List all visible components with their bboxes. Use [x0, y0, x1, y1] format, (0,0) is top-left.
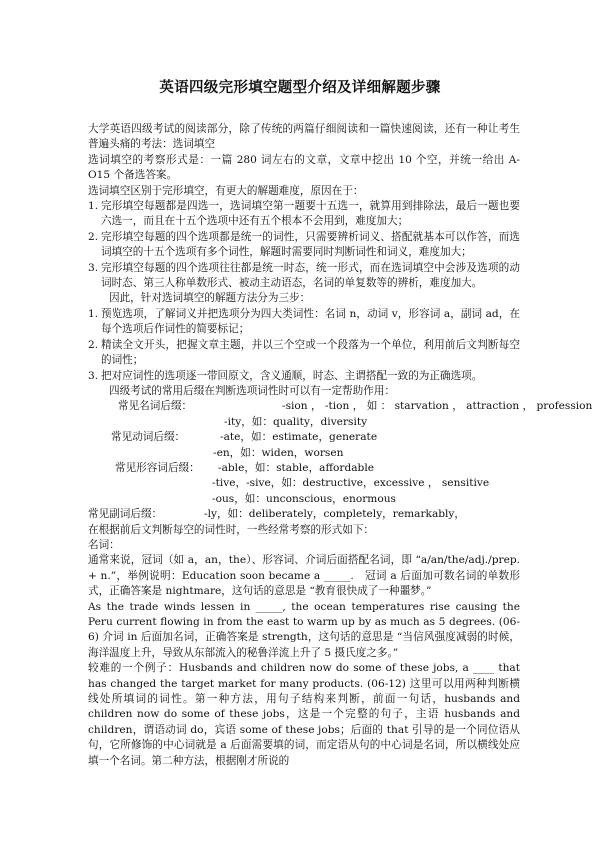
reason-item	[88, 230, 520, 261]
step-text: 把对应词性的选项逐一带回原文，含义通顺，时态、主谓搭配一致的为正确选项。	[101, 369, 483, 382]
intro-paragraph: 选词填空的考察形式是：一篇 280 词左右的文章，文章中挖出 10 个空，并统一给出 A-O15 个备选答案。	[88, 153, 520, 182]
verb-suffix-label: 常见动词后缀：	[111, 431, 186, 444]
noun-suffix-row	[88, 415, 520, 430]
example-paragraph: 较难的一个例子：Husbands and children now do some of these jobs, a ____ that has changed the target market for many products. (06-12) 这里可以用两种判断横线处所填词的词性。第一种方法，用句子结构来判断，前面一句话，husbands and children now do some of these jobs，这是一个完整的句子，主语 husbands and children，谓语动词 do，宾语 some of these jobs；后面的 that 引导的是一个同位语从句，它所修饰的中心词就是 a 后面需要填的词，而定语从句的中心词是名词，所以横线处应填一个名词。第二种方法，根据刚才所说的	[88, 662, 520, 767]
document-title: 英语四级完形填空题型介绍及详细解题步骤	[159, 79, 441, 96]
adv-suffix-label: 常见副词后缀：	[88, 508, 163, 521]
reason-text: 完形填空每题的四个选项都是统一的词性，只需要辨析词义、搭配就基本可以作答，而选词填空的十五个选项有多个词性，解题时需要同时判断词性和词义，难度加大；	[101, 230, 520, 259]
context-intro: 在根据前后文判断每空的词性时，一些经常考察的形式如下：	[88, 523, 375, 536]
adv-suffix-row	[88, 507, 520, 522]
intro-paragraph: 选词填空区别于完形填空，有更大的解题难度，原因在于：	[88, 184, 364, 197]
adj-suffix-examples: -able，如：stable，affordable	[218, 461, 374, 474]
step-text: 精读全文开头，把握文章主题，并以三个空或一个段落为一个单位，利用前后文判断每空的词性；	[101, 338, 520, 367]
example-paragraph: As the trade winds lessen in _____, the ocean temperatures rise causing the Peru current flowing in from the east to warm up by as much as 5 degrees. (06-6) 介词 in 后面加名词，正确答案是 strength，这句话的意思是 “当信风强度减弱的时候，海洋温度上升，导致从东部流入的秘鲁洋流上升了 5 摄氏度之多。”	[88, 600, 520, 659]
step-item	[88, 338, 520, 369]
suffix-intro: 四级考试的常用后缀在判断选项词性时可以有一定帮助作用：	[109, 384, 396, 397]
adj-suffix-row	[88, 492, 520, 507]
reason-text: 完形填空每题都是四选一，选词填空第一题要十五选一，就算用到排除法，最后一题也要六选一，而且在十五个选项中还有五个根本不会用到，难度加大；	[101, 200, 520, 228]
verb-suffix-examples: -en，如：widen，worsen	[213, 446, 344, 459]
noun-heading: 名词：	[88, 538, 120, 551]
step-number: 1.	[88, 307, 99, 320]
noun-suffix-label: 常见名词后缀：	[118, 400, 193, 413]
step-number: 2.	[88, 338, 99, 351]
step-text: 预览选项，了解词义并把选项分为四大类词性：名词 n，动词 v，形容词 a，副词 ad，在每个选项后作词性的简要标记；	[101, 307, 520, 336]
verb-suffix-row	[88, 430, 520, 445]
method-intro: 因此，针对选词填空的解题方法分为三步：	[109, 292, 311, 305]
reason-number: 2.	[88, 230, 99, 243]
reason-item	[88, 261, 520, 292]
intro-paragraph: 大学英语四级考试的阅读部分，除了传统的两篇仔细阅读和一篇快速阅读，还有一种让考生普遍头痛的考法：选词填空	[88, 123, 520, 151]
verb-suffix-examples: -ate，如：estimate，generate	[220, 431, 378, 444]
document-body	[88, 122, 593, 769]
reason-number: 1.	[88, 200, 99, 213]
reason-text: 完形填空每题的四个选项往往都是统一时态，统一形式，而在选词填空中会涉及选项的动词时态、第三人称单数形式、被动主动语态，名词的单复数等的辨析，难度加大。	[101, 261, 520, 290]
adj-suffix-row	[88, 461, 520, 476]
reason-item	[88, 199, 520, 230]
adj-suffix-examples: -tive，-sive，如：destructive，excessive ， sensitive	[212, 477, 490, 490]
adj-suffix-label: 常见形容词后缀：	[115, 461, 200, 474]
adj-suffix-row	[88, 476, 520, 491]
step-item	[88, 307, 520, 338]
step-number: 3.	[88, 369, 99, 382]
noun-suffix-examples: -sion ， -tion ， 如 ： starvation ， attraction ， profession	[282, 400, 593, 413]
example-paragraph: 通常来说，冠词（如 a，an，the）、形容词、介词后面搭配名词，即 “a/an/the/adj./prep. + n.”，举例说明：Education soon became a _____. 冠词 a 后面加可数名词的单数形式，正确答案是 nightmare，这句话的意思是 “教育很快成了一种噩梦。”	[88, 554, 520, 598]
verb-suffix-row	[88, 446, 520, 461]
step-item	[88, 369, 520, 384]
noun-suffix-row	[88, 399, 593, 414]
adv-suffix-examples: -ly，如：deliberately，completely，remarkably，	[204, 508, 466, 521]
noun-suffix-examples: -ity，如：quality，diversity	[224, 415, 368, 428]
reason-number: 3.	[88, 261, 99, 274]
adj-suffix-examples: -ous，如：unconscious，enormous	[212, 492, 396, 505]
